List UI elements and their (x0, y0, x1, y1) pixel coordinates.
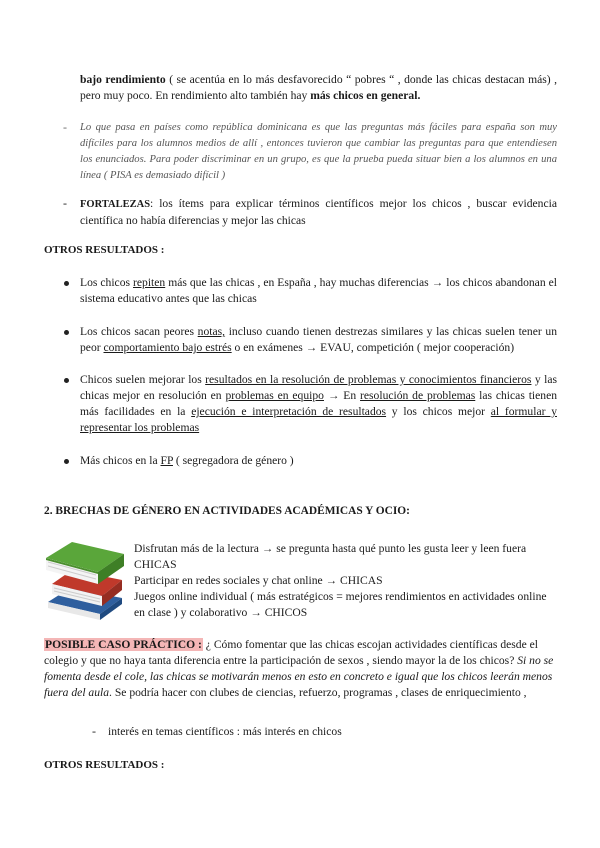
bold-mas-chicos: más chicos en general. (310, 89, 421, 102)
underlined-text: comportamiento bajo estrés (103, 341, 232, 354)
bullet-text: y los chicos mejor (386, 405, 491, 418)
underlined-text: resolución de problemas (360, 389, 476, 402)
underlined-text: resultados en la resolución de problemas y conocimientos financieros (205, 373, 532, 386)
activity-juegos-online: Juegos online individual ( más estratégicos = mejores rendimientos en actividades online en clase ) y colaborativo → CHICOS (134, 590, 547, 619)
bullet-notas (80, 324, 557, 356)
fortalezas-dash: - (63, 196, 67, 210)
paragraph-text: ( se acentúa en lo más desfavorecido “ pobres “ , donde las chicas destacan más) , pero muy poco. En rendimiento alto también hay (80, 73, 557, 102)
caso-question: ¿ Cómo fomentar que las chicas escojan actividades científicas desde el colegio y que no haya tanta diferencia entre la participación de sexos , siendo mayor la de los chicos? (44, 638, 538, 667)
caso-text: . Se podría hacer con clubes de ciencias, refuerzo, programas , clases de enriquecimiento , (109, 686, 527, 699)
bullet-text: Más chicos en la (80, 454, 161, 467)
bullet-dot (64, 330, 69, 335)
fortalezas-paragraph (80, 196, 557, 229)
bullet-resultados (80, 372, 557, 436)
paragraph-bajo-rendimiento (80, 72, 557, 104)
bullet-dot (64, 378, 69, 383)
section-2-heading: 2. BRECHAS DE GÉNERO EN ACTIVIDADES ACADÉMICAS Y OCIO: (44, 505, 410, 517)
underlined-text: repiten (133, 276, 166, 289)
bullet-dot (64, 459, 69, 464)
bullet-text: y las chicas mejor en resolución en (80, 373, 558, 402)
otros-resultados-heading-1: OTROS RESULTADOS : (44, 244, 165, 256)
bullet-text: Chicos suelen mejorar los (80, 373, 206, 386)
bold-bajo-rendimiento: bajo rendimiento (80, 73, 166, 86)
underlined-text: notas, (197, 325, 226, 338)
bullet-dot (64, 281, 69, 286)
bullet-text: más que las chicas , en España , hay muchas diferencias → los chicos abandonan el sistema educativo antes que las chicas (80, 276, 557, 305)
bullet-text: Los chicos sacan peores (80, 325, 198, 338)
bullet-text: ( segregadora de género ) (172, 454, 294, 467)
note-dash: - (63, 120, 67, 134)
bullet-text: o en exámenes → EVAU, competición ( mejor cooperación) (231, 341, 515, 354)
bullet-repiten (80, 275, 557, 307)
bullet-text: incluso cuando tienen destrezas similares y las chicas suelen tener un peor (80, 325, 557, 354)
caso-practico-label: POSIBLE CASO PRÁCTICO : (45, 638, 202, 651)
otros-resultados-heading-2: OTROS RESULTADOS : (44, 759, 165, 771)
note-paragraph: Lo que pasa en países como república dominicana es que las preguntas más fáciles para españa son muy difíciles para los alumnos medios de allí , entonces tuvieron que cambiar las preguntas para que entendiesen los enunciados. Para poder discriminar en un grupo, es que la prueba pueda situar bien a los alumnos en una línea ( PISA es demasiado difícil ) (80, 122, 557, 181)
activity-lectura: Disfrutan más de la lectura → se pregunta hasta qué punto les gusta leer y leen fuera CHICAS (134, 542, 527, 571)
interes-dash: - (92, 724, 96, 738)
fortalezas-label: FORTALEZAS (80, 199, 151, 210)
fortalezas-text: : los ítems para explicar términos científicos mejor los chicos , buscar evidencia científica no había diferencias y mejor las chicas (80, 197, 557, 227)
underlined-text: al formular y representar los problemas (80, 405, 557, 434)
activity-redes-sociales: Participar en redes sociales y chat online → CHICAS (134, 574, 383, 587)
underlined-text: problemas en equipo (225, 389, 324, 402)
bullet-text: Los chicos (80, 276, 134, 289)
bullet-text: → En (323, 389, 361, 402)
underlined-text: ejecución e interpretación de resultados (191, 405, 387, 418)
books-icon (42, 532, 126, 622)
caso-practico-paragraph (44, 637, 557, 701)
bullet-fp (80, 453, 557, 469)
underlined-text: FP (160, 454, 173, 467)
bullet-text: las chicas tienen más facilidades en la (80, 389, 558, 418)
caso-italic: Si no se fomenta desde el cole, las chicas se motivarán menos en esto en concreto e igual que los chicos leerán menos fuera del aula (44, 654, 554, 699)
interes-line: interés en temas científicos : más interés en chicos (108, 725, 342, 738)
